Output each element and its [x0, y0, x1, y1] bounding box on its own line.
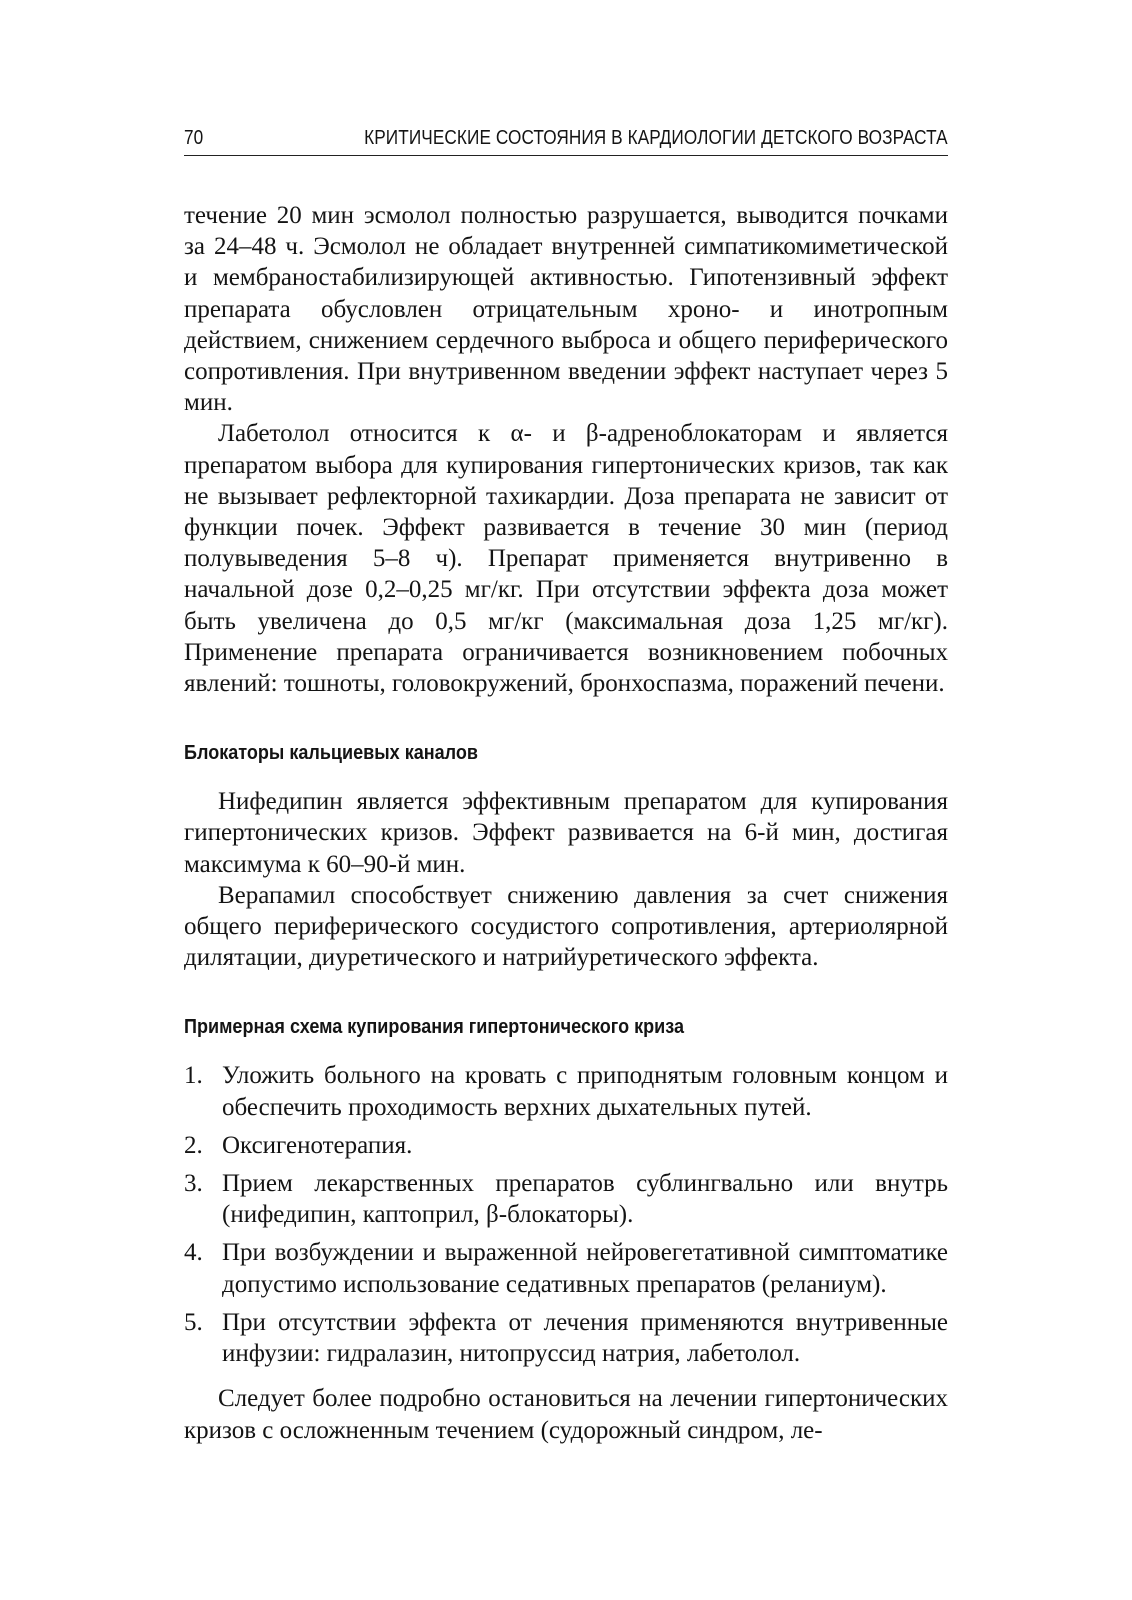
book-page	[184, 127, 948, 1446]
list-number: 3.	[184, 1170, 203, 1198]
list-text: Уложить больного на кровать с приподнятым головным концом и обеспечить проходимость верхних дыхательных путей.	[222, 1062, 948, 1121]
list-item	[184, 1307, 948, 1369]
paragraph-labetalol: Лабетолол относится к α- и β-адреноблокаторам и является препаратом выбора для купирования гипертонических кризов, так как не вызывает рефлекторной тахикардии. Доза препарата не зависит от функции почек. Эффект развивается в течение 30 мин (период полувыведения 5–8 ч). Препарат применяется внутривенно в начальной дозе 0,2–0,25 мг/кг. При отсутствии эффекта доза может быть увеличена до 0,5 мг/кг (максимальная доза 1,25 мг/кг). Применение препарата ограничивается возникновением побочных явлений: тошноты, головокружений, бронхоспазма, поражений печени.	[184, 420, 948, 698]
paragraph-verapamil: Верапамил способствует снижению давления за счет снижения общего периферического сосудистого сопротивления, артериолярной дилятации, диуретического и натрийуретического эффекта.	[184, 881, 948, 972]
list-number: 4.	[184, 1239, 203, 1267]
list-number: 5.	[184, 1308, 203, 1336]
list-text: Прием лекарственных препаратов сублингвально или внутрь (нифедипин, каптоприл, β-блокаторы).	[222, 1170, 948, 1229]
paragraph-nifedipine: Нифедипин является эффективным препаратом для купирования гипертонических кризов. Эффект развивается на 6-й мин, достигая максимума к 60–90-й мин.	[184, 788, 948, 878]
running-title: КРИТИЧЕСКИЕ СОСТОЯНИЯ В КАРДИОЛОГИИ ДЕТСКОГО ВОЗРАСТА	[364, 127, 948, 149]
running-head	[184, 127, 948, 155]
list-text: Оксигенотерапия.	[222, 1131, 413, 1159]
section-heading-calcium-blockers: Блокаторы кальциевых каналов	[184, 741, 479, 765]
list-text: При возбуждении и выраженной нейровегетативной симптоматике допустимо использование седативных препаратов (реланиум).	[222, 1239, 948, 1298]
crisis-steps-list	[184, 1060, 948, 1369]
page-body	[184, 200, 948, 1446]
list-item	[184, 1060, 948, 1122]
list-item	[184, 1168, 948, 1230]
list-number: 1.	[184, 1062, 203, 1090]
list-number: 2.	[184, 1131, 203, 1159]
list-item	[184, 1130, 948, 1161]
paragraph-esmolol-continued: течение 20 мин эсмолол полностью разрушается, выводится почками за 24–48 ч. Эсмолол не обладает внутренней симпатикомиметической и мембраностабилизирующей активностью. Гипотензивный эффект препарата обусловлен отрицательным хроно- и инотропным действием, снижением сердечного выброса и общего периферического сопротивления. При внутривенном введении эффект наступает через 5 мин.	[184, 202, 948, 417]
list-text: При отсутствии эффекта от лечения применяются внутривенные инфузии: гидралазин, нитопруссид натрия, лабетолол.	[222, 1308, 948, 1368]
page-number: 70	[184, 127, 204, 149]
list-item	[184, 1237, 948, 1299]
header-rule	[184, 155, 948, 156]
paragraph-closing: Следует более подробно остановиться на лечении гипертонических кризов с осложненным течением (судорожный синдром, ле-	[184, 1385, 948, 1444]
section-heading-crisis-scheme: Примерная схема купирования гипертонического криза	[184, 1015, 685, 1039]
